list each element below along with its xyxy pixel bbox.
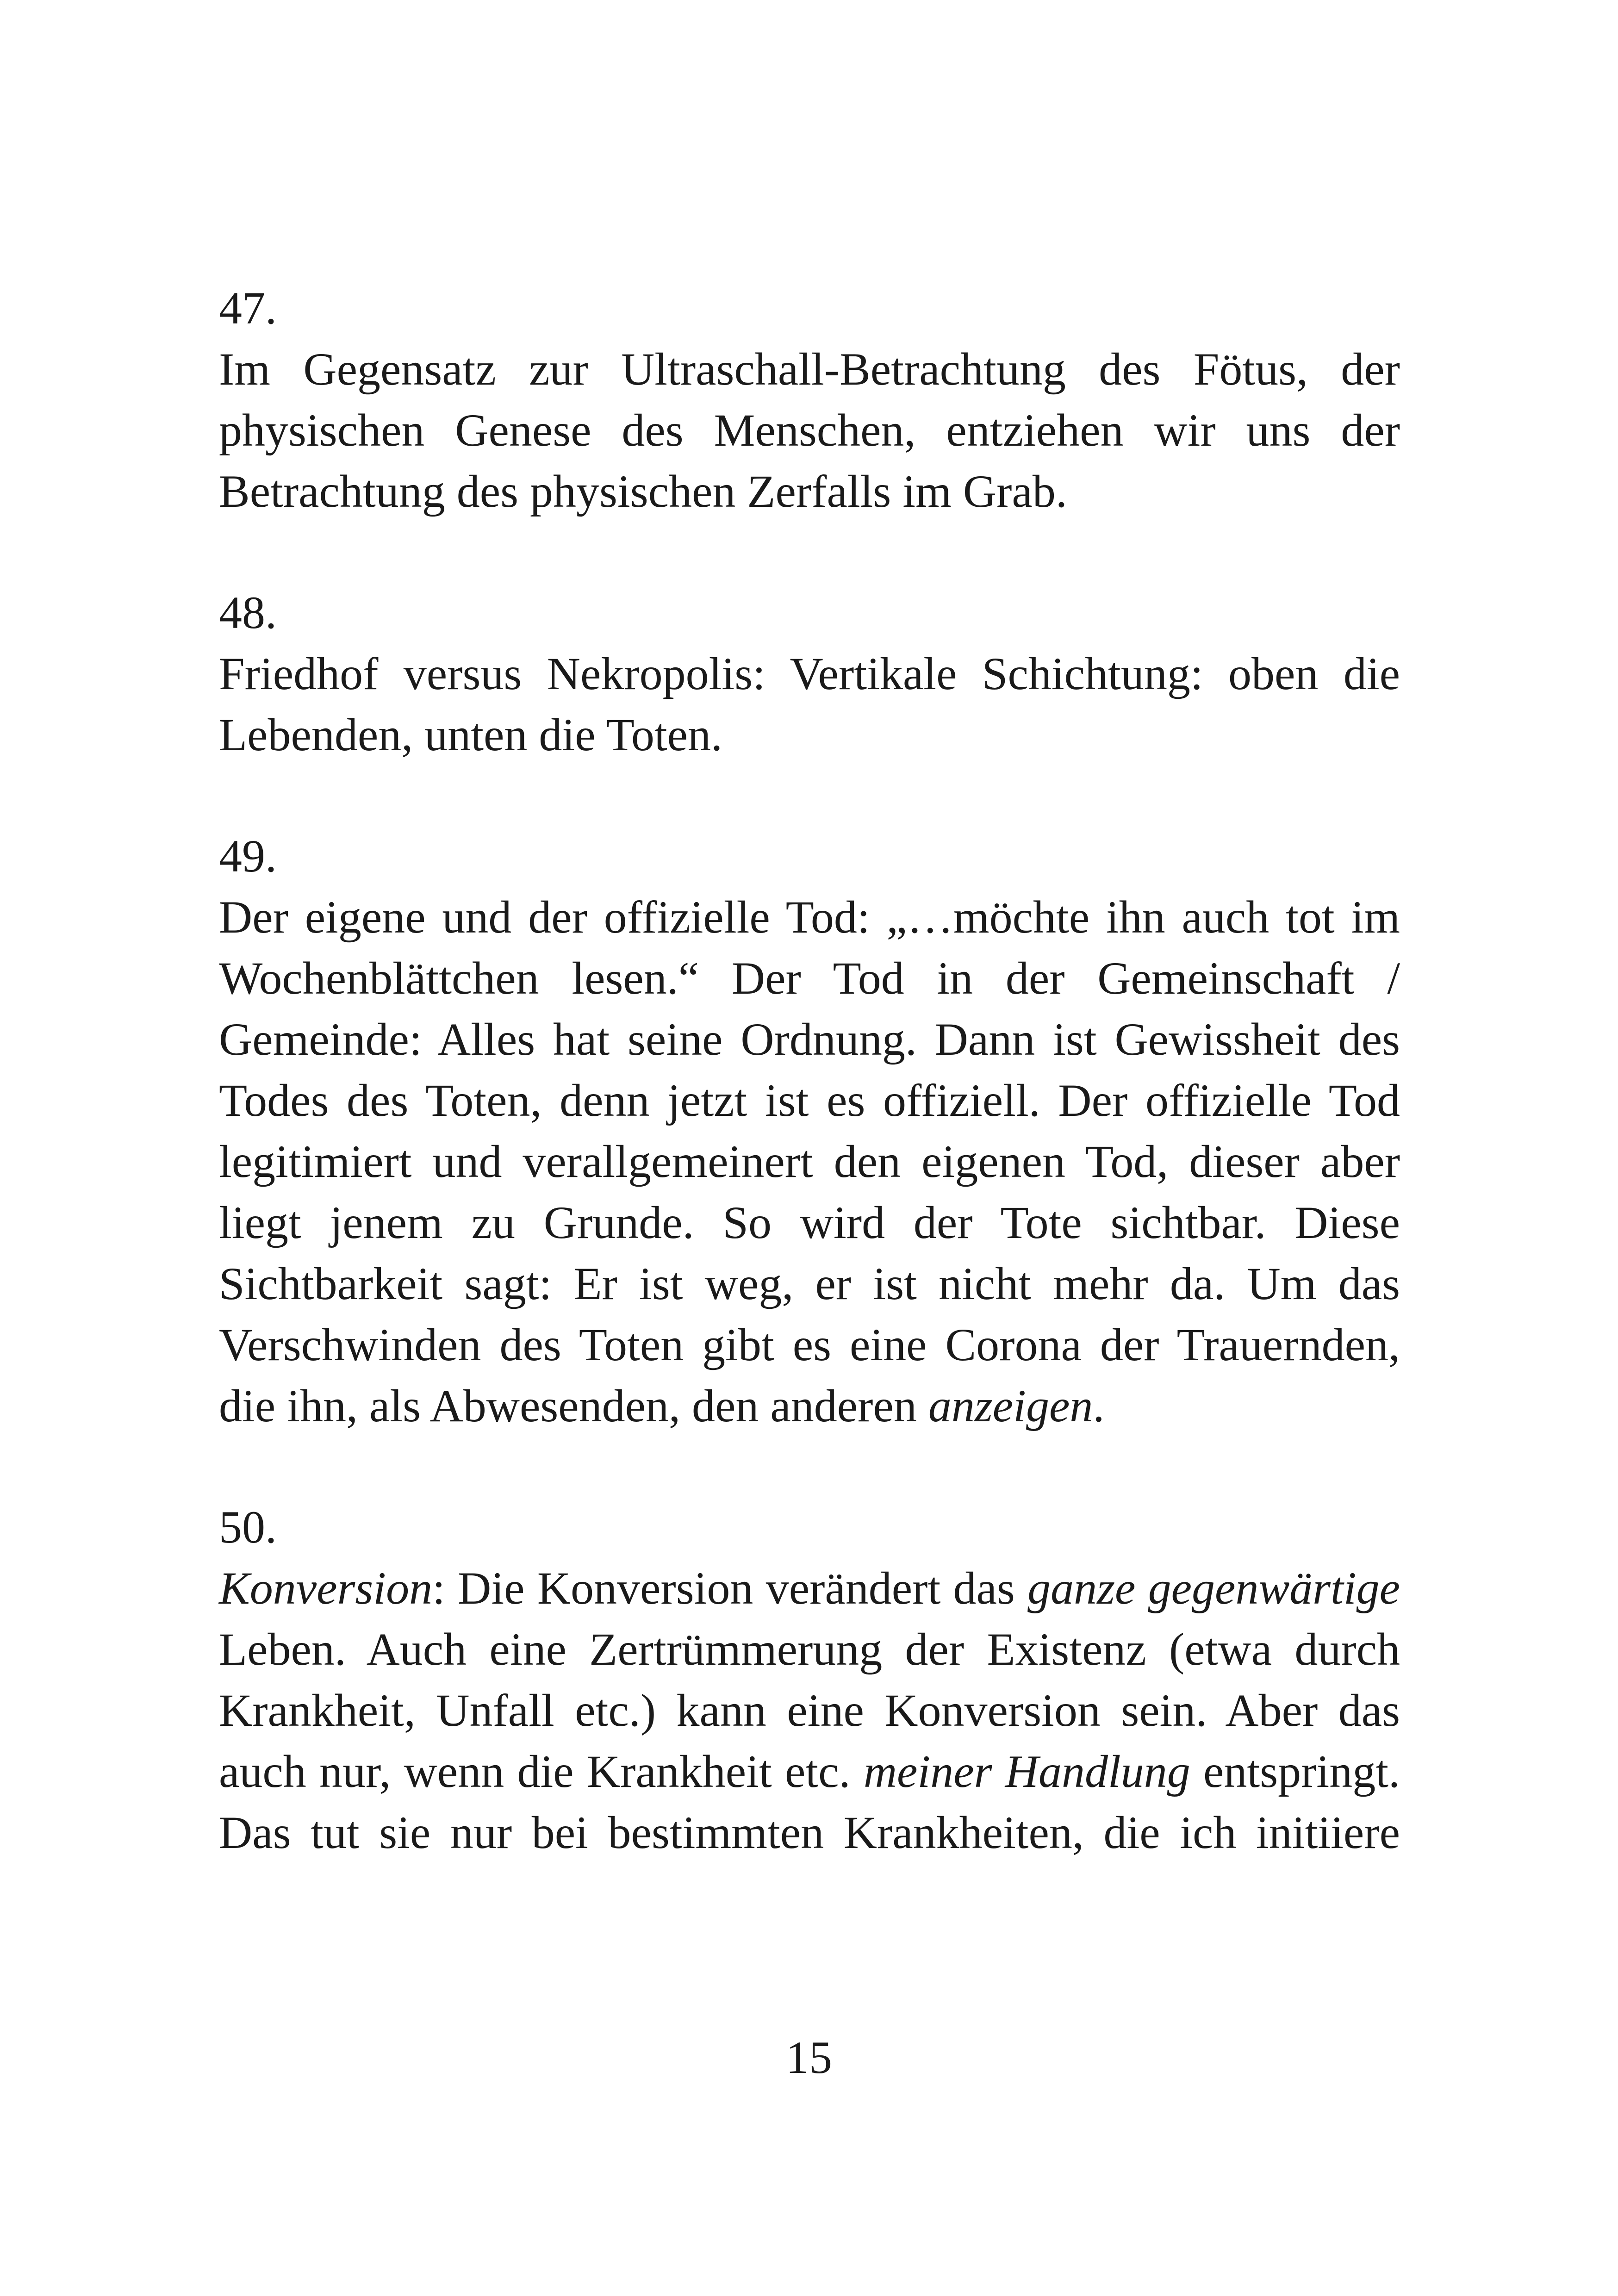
section-number: 50. (219, 1501, 277, 1553)
page-number: 15 (786, 2032, 832, 2083)
text-run: Friedhof versus Nekropolis: Vertikale Schichtung: oben die Lebenden, unten die Toten. (219, 648, 1400, 760)
emphasis-run: ganze gegenwärtige (1027, 1562, 1400, 1614)
text-run: Der eigene und der offizielle Tod: „…möchte ihn auch tot im Wochenblättchen lesen.“ Der Tod in der Gemeinschaft / Gemeinde: Alles hat seine Ordnung. Dann ist Gewissheit des Todes des Toten, denn jetzt ist es offiziell. Der offizielle Tod legitimiert und verallgemeinert den eigenen Tod, dieser aber liegt jenem zu Grunde. So wird der Tote sichtbar. Diese Sichtbarkeit sagt: Er ist weg, er ist nicht mehr da. Um das Verschwinden des Toten gibt es eine Corona der Trauernden, die ihn, als Abwesenden, den anderen (219, 891, 1400, 1431)
section-50 (219, 1497, 1400, 1863)
section-paragraph (219, 643, 1400, 765)
section-number: 48. (219, 587, 277, 638)
section-47 (219, 278, 1400, 522)
text-run: : Die Konversion verändert das (432, 1562, 1028, 1614)
section-paragraph (219, 887, 1400, 1437)
section-number: 47. (219, 282, 277, 334)
emphasis-run: meiner Handlung (863, 1746, 1190, 1797)
section-paragraph (219, 1558, 1400, 1863)
text-run: entspringt. Das tut sie nur bei bestimmten Krankheiten, die ich initiiere (219, 1746, 1400, 1858)
section-48 (219, 582, 1400, 765)
page-body (219, 278, 1400, 1923)
section-number: 49. (219, 830, 277, 882)
emphasis-run: Konversion (219, 1562, 433, 1614)
section-49 (219, 826, 1400, 1437)
text-run: Leben. Auch eine Zertrümmerung der Existenz (etwa durch Krankheit, Unfall etc.) kann eine Konversion sein. Aber das auch nur, wenn die Krankheit etc. (219, 1624, 1400, 1797)
text-run: Im Gegensatz zur Ultraschall-Betrachtung des Fötus, der physischen Genese des Menschen, entziehen wir uns der Betrachtung des physischen Zerfalls im Grab. (219, 343, 1400, 517)
emphasis-run: anzeigen (928, 1380, 1093, 1431)
text-run: . (1093, 1380, 1105, 1431)
section-paragraph (219, 339, 1400, 522)
